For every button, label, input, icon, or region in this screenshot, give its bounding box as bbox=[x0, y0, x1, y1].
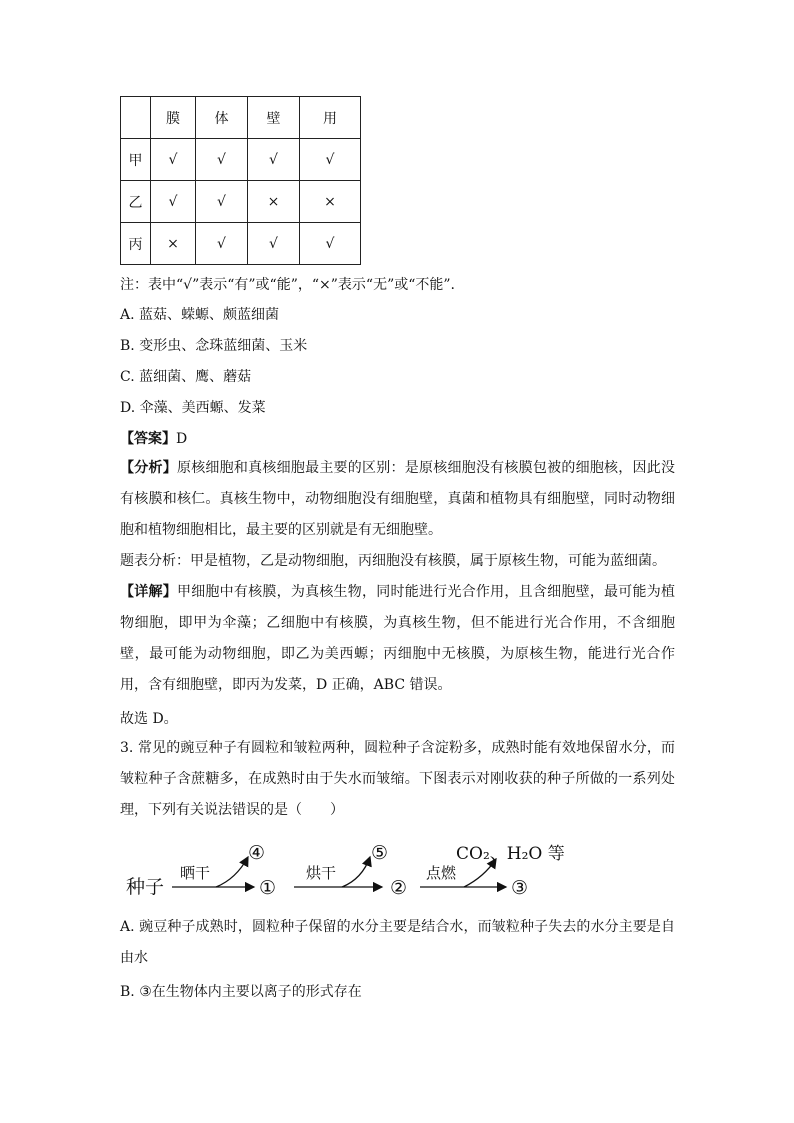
cell-feature-table bbox=[120, 96, 361, 265]
question-3: 3. 常见的豌豆种子有圆粒和皱粒两种，圆粒种子含淀粉多，成熟时能有效地保留水分，而皱粒种子含蔗糖多，在成熟时由于失水而皱缩。下图表示对刚收获的种子所做的一系列处理，下列有关说法错误的是（ ） bbox=[120, 740, 675, 818]
node-3: ③ bbox=[511, 877, 529, 899]
table-row bbox=[121, 223, 361, 265]
table-cell: √ bbox=[300, 223, 361, 265]
table-note: 注：表中“√”表示“有”或“能”，“×”表示“无”或“不能”. bbox=[120, 277, 455, 293]
q3-option-a: A. 豌豆种子成熟时，圆粒种子保留的水分主要是结合水，而皱粒种子失去的水分主要是自由水 bbox=[120, 919, 675, 966]
conclusion: 故选 D。 bbox=[120, 711, 178, 727]
table-row-label: 丙 bbox=[121, 223, 151, 265]
table-cell bbox=[121, 97, 151, 139]
node-2: ② bbox=[390, 877, 408, 899]
option-a: A. 蓝菇、蝾螈、颇蓝细菌 bbox=[120, 307, 280, 323]
arrow-branch-2 bbox=[342, 857, 370, 887]
table-header-cell: 膜 bbox=[151, 97, 196, 139]
table-cell: √ bbox=[151, 139, 196, 181]
option-c: C. 蓝细菌、鹰、蘑菇 bbox=[120, 369, 252, 385]
detail-paragraph bbox=[120, 577, 675, 701]
table-analysis: 题表分析：甲是植物，乙是动物细胞，丙细胞没有核膜，属于原核生物，可能为蓝细菌。 bbox=[120, 553, 666, 569]
table-cell: × bbox=[151, 223, 196, 265]
node-1: ① bbox=[259, 877, 277, 899]
arrow-branch-1 bbox=[216, 857, 248, 887]
answer-line bbox=[120, 430, 187, 448]
answer-value: D bbox=[176, 431, 188, 447]
option-d: D. 伞藻、美西螈、发菜 bbox=[120, 400, 266, 416]
node-4: ④ bbox=[248, 842, 266, 864]
table-cell: √ bbox=[300, 139, 361, 181]
table-cell: √ bbox=[151, 181, 196, 223]
analysis-paragraph bbox=[120, 453, 675, 546]
table-row bbox=[121, 139, 361, 181]
detail-label: 【详解】 bbox=[120, 584, 177, 600]
dry-sun-label: 晒干 bbox=[180, 864, 211, 882]
table-row bbox=[121, 181, 361, 223]
seed-label: 种子 bbox=[126, 876, 165, 898]
option-b: B. 变形虫、念珠蓝细菌、玉米 bbox=[120, 338, 308, 354]
dry-oven-label: 烘干 bbox=[306, 864, 337, 882]
table-header-row bbox=[121, 97, 361, 139]
detail-text: 甲细胞中有核膜，为真核生物，同时能进行光合作用，且含细胞壁，最可能为植物细胞，即甲为伞藻；乙细胞中有核膜，为真核生物，但不能进行光合作用，不含细胞壁，最可能为动物细胞，即乙为美西螈；丙细胞中无核膜，为原核生物，能进行光合作用，含有细胞壁，即丙为发菜，D 正确，ABC 错误。 bbox=[120, 584, 676, 693]
table-cell: × bbox=[248, 181, 300, 223]
table-row-label: 乙 bbox=[121, 181, 151, 223]
table-cell: √ bbox=[248, 223, 300, 265]
combustion-products: CO₂、H₂O 等 bbox=[456, 844, 565, 864]
table-cell: √ bbox=[248, 139, 300, 181]
table-row-label: 甲 bbox=[121, 139, 151, 181]
ignite-label: 点燃 bbox=[426, 864, 457, 882]
table-header-cell: 体 bbox=[196, 97, 248, 139]
table-header-cell: 用 bbox=[300, 97, 361, 139]
table-cell: × bbox=[300, 181, 361, 223]
table-cell: √ bbox=[196, 223, 248, 265]
table-cell: √ bbox=[196, 181, 248, 223]
node-5: ⑤ bbox=[371, 842, 389, 864]
seed-processing-diagram bbox=[120, 835, 680, 901]
analysis-text: 原核细胞和真核细胞最主要的区别：是原核细胞没有核膜包被的细胞核，因此没有核膜和核仁。真核生物中，动物细胞没有细胞壁，真菌和植物具有细胞壁，同时动物细胞和植物细胞相比，最主要的区别就是有无细胞壁。 bbox=[120, 460, 676, 538]
answer-label: 【答案】 bbox=[120, 431, 176, 447]
table-cell: √ bbox=[196, 139, 248, 181]
analysis-label: 【分析】 bbox=[120, 460, 177, 476]
table-header-cell: 壁 bbox=[248, 97, 300, 139]
q3-option-b: B. ③在生物体内主要以离子的形式存在 bbox=[120, 984, 362, 1000]
